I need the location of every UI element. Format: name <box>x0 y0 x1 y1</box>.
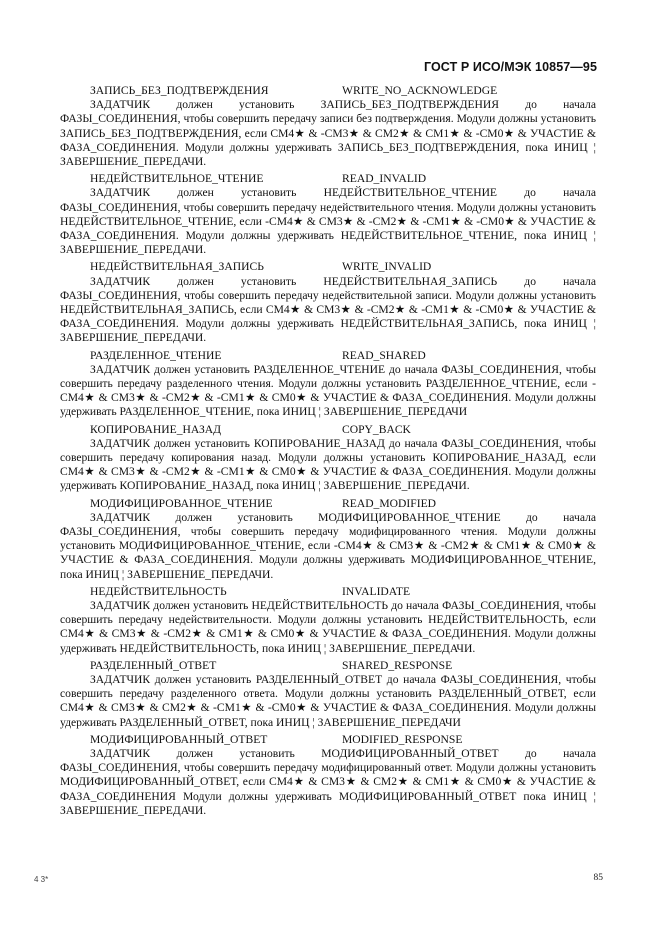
term-description: ЗАДАТЧИК должен установить МОДИФИЦИРОВАННЫЙ_ОТВЕТ до начала ФАЗЫ_СОЕДИНЕНИЯ, чтобы совершить передачу модифицированный ответ. Модули должны установить МОДИФИЦИРОВАННЫЙ_ОТВЕТ, если CM4★ & CM3★ & CM2★ & CM1★ & CM0★ & УЧАСТИЕ & ФАЗА_СОЕДИНЕНИЯ Модули должны удерживать МОДИФИЦИРОВАННЫЙ_ОТВЕТ пока ИНИЦ ¦ ЗАВЕРШЕНИЕ_ПЕРЕДАЧИ. <box>60 747 596 817</box>
term-en: WRITE_NO_ACKNOWLEDGE <box>342 84 498 97</box>
term-description: ЗАДАТЧИК должен установить НЕДЕЙСТВИТЕЛЬНОСТЬ до начала ФАЗЫ_СОЕДИНЕНИЯ, чтобы совершить передачу недействительности. Модули должны установить НЕДЕЙСТВИТЕЛЬНОСТЬ, если CM4★ & CM3★ & -CM2★ & CM1★ & CM0★ & УЧАСТИЕ & ФАЗА_СОЕДИНЕНИЯ. Модули должны удерживать НЕДЕЙСТВИТЕЛЬНОСТЬ, пока ИНИЦ ¦ ЗАВЕРШЕНИЕ_ПЕРЕДАЧИ. <box>60 599 596 655</box>
term-ru: КОПИРОВАНИЕ_НАЗАД <box>90 422 222 436</box>
term-description: ЗАДАТЧИК должен установить КОПИРОВАНИЕ_НАЗАД до начала ФАЗЫ_СОЕДИНЕНИЯ, чтобы совершить передачу копирования назад. Модули должны установить КОПИРОВАНИЕ_НАЗАД, если CM4★ & CM3★ & -CM2★ & -CM1★ & CM0★ & УЧАСТИЕ & ФАЗА_СОЕДИНЕНИЯ. Модули должны удерживать КОПИРОВАНИЕ_НАЗАД, пока ИНИЦ ¦ ЗАВЕРШЕНИЕ_ПЕРЕДАЧИ. <box>60 436 596 493</box>
term-ru: РАЗДЕЛЕННОЕ_ЧТЕНИЕ <box>90 348 222 362</box>
term-ru: НЕДЕЙСТВИТЕЛЬНОЕ_ЧТЕНИЕ <box>90 172 264 186</box>
page-number: 85 <box>593 873 603 883</box>
term-en: READ_MODIFIED <box>342 496 437 510</box>
term-en: READ_INVALID <box>342 172 427 186</box>
term-en: READ_SHARED <box>342 348 426 362</box>
term-heading <box>60 172 596 186</box>
term-ru: НЕДЕЙСТВИТЕЛЬНАЯ_ЗАПИСЬ <box>90 260 264 274</box>
term-heading <box>60 497 596 511</box>
term-ru: МОДИФИЦИРОВАННЫЙ_ОТВЕТ <box>90 732 268 746</box>
term-ru: МОДИФИЦИРОВАННОЕ_ЧТЕНИЕ <box>90 496 273 510</box>
term-description: ЗАДАТЧИК должен установить ЗАПИСЬ_БЕЗ_ПОДТВЕРЖДЕНИЯ до начала ФАЗЫ_СОЕДИНЕНИЯ, чтобы совершить передачу записи без подтверждения. Модули должны установить ЗАПИСЬ_БЕЗ_ПОДТВЕРЖДЕНИЯ, если CM4★ & -CM3★ & CM2★ & CM1★ & -CM0★ & УЧАСТИЕ & ФАЗА_СОЕДИНЕНИЯ. Модули должны удерживать ЗАПИСЬ_БЕЗ_ПОДТВЕРЖДЕНИЯ, пока ИНИЦ ¦ ЗАВЕРШЕНИЕ_ПЕРЕДАЧИ. <box>60 98 596 168</box>
term-ru: РАЗДЕЛЕННЫЙ_ОТВЕТ <box>90 658 217 672</box>
term-heading <box>60 659 596 673</box>
term-heading <box>60 733 596 747</box>
document-body <box>60 84 596 818</box>
term-en: WRITE_INVALID <box>342 260 432 274</box>
term-heading <box>60 349 596 363</box>
term-ru: НЕДЕЙСТВИТЕЛЬНОСТЬ <box>90 584 227 598</box>
term-description: ЗАДАТЧИК должен установить МОДИФИЦИРОВАННОЕ_ЧТЕНИЕ до начала ФАЗЫ_СОЕДИНЕНИЯ, чтобы совершить передачу модифицированного чтения. Модули должны установить МОДИФИЦИРОВАННОЕ_ЧТЕНИЕ, если -CM4★ & CM3★ & -CM2★ & CM1★ & CM0★ & УЧАСТИЕ & ФАЗА_СОЕДИНЕНИЯ. Модули должны удерживать МОДИФИЦИРОВАННОЕ_ЧТЕНИЕ, пока ИНИЦ ¦ ЗАВЕРШЕНИЕ_ПЕРЕДАЧИ. <box>60 510 596 581</box>
term-heading <box>60 260 596 274</box>
term-en: MODIFIED_RESPONSE <box>342 732 463 746</box>
term-ru: ЗАПИСЬ_БЕЗ_ПОДТВЕРЖДЕНИЯ <box>90 84 269 97</box>
term-en: INVALIDATE <box>342 584 411 598</box>
term-en: COPY_BACK <box>342 422 411 436</box>
standard-header: ГОСТ Р ИСО/МЭК 10857—95 <box>423 60 597 74</box>
term-heading <box>60 585 596 599</box>
term-en: SHARED_RESPONSE <box>342 658 453 672</box>
term-description: ЗАДАТЧИК должен установить НЕДЕЙСТВИТЕЛЬНАЯ_ЗАПИСЬ до начала ФАЗЫ_СОЕДИНЕНИЯ, чтобы совершить передачу недействительной записи. Модули должны установить НЕДЕЙСТВИТЕЛЬНАЯ_ЗАПИСЬ, если CM4★ & CM3★ & -CM2★ & -CM1★ & -CM0★ & УЧАСТИЕ & ФАЗА_СОЕДИНЕНИЯ. Модули должны удерживать НЕДЕЙСТВИТЕЛЬНАЯ_ЗАПИСЬ, пока ИНИЦ ¦ ЗАВЕРШЕНИЕ_ПЕРЕДАЧИ. <box>60 274 596 345</box>
term-description: ЗАДАТЧИК должен установить НЕДЕЙСТВИТЕЛЬНОЕ_ЧТЕНИЕ до начала ФАЗЫ_СОЕДИНЕНИЯ, чтобы совершить передачу недействительного чтения. Модули должны установить НЕДЕЙСТВИТЕЛЬНОЕ_ЧТЕНИЕ, если -CM4★ & CM3★ & -CM2★ & -CM1★ & -CM0★ & УЧАСТИЕ & ФАЗА_СОЕДИНЕНИЯ. Модули должны удерживать НЕДЕЙСТВИТЕЛЬНОЕ_ЧТЕНИЕ, пока ИНИЦ ¦ ЗАВЕРШЕНИЕ_ПЕРЕДАЧИ. <box>60 186 596 257</box>
print-mark: 4 3* <box>34 875 49 884</box>
term-heading <box>60 423 596 437</box>
term-description: ЗАДАТЧИК должен установить РАЗДЕЛЕННОЕ_ЧТЕНИЕ до начала ФАЗЫ_СОЕДИНЕНИЯ, чтобы совершить передачу разделенного чтения. Модули должны установить РАЗДЕЛЕННОЕ_ЧТЕНИЕ, если -CM4★ & CM3★ & -CM2★ & -CM1★ & CM0★ & УЧАСТИЕ & ФАЗА_СОЕДИНЕНИЯ. Модули должны удерживать РАЗДЕЛЕННОЕ_ЧТЕНИЕ, пока ИНИЦ ¦ ЗАВЕРШЕНИЕ_ПЕРЕДАЧИ <box>60 362 596 419</box>
term-heading <box>60 84 596 98</box>
term-description: ЗАДАТЧИК должен установить РАЗДЕЛЕННЫЙ_ОТВЕТ до начала ФАЗЫ_СОЕДИНЕНИЯ, чтобы совершить передачу разделенного ответа. Модули должны установить РАЗДЕЛЕННЫЙ_ОТВЕТ, если CM4★ & CM3★ & CM2★ & -CM1★ & -CM0★ & УЧАСТИЕ & ФАЗА_СОЕДИНЕНИЯ. Модули должны удерживать РАЗДЕЛЕННЫЙ_ОТВЕТ, пока ИНИЦ ¦ ЗАВЕРШЕНИЕ_ПЕРЕДАЧИ <box>60 673 596 729</box>
